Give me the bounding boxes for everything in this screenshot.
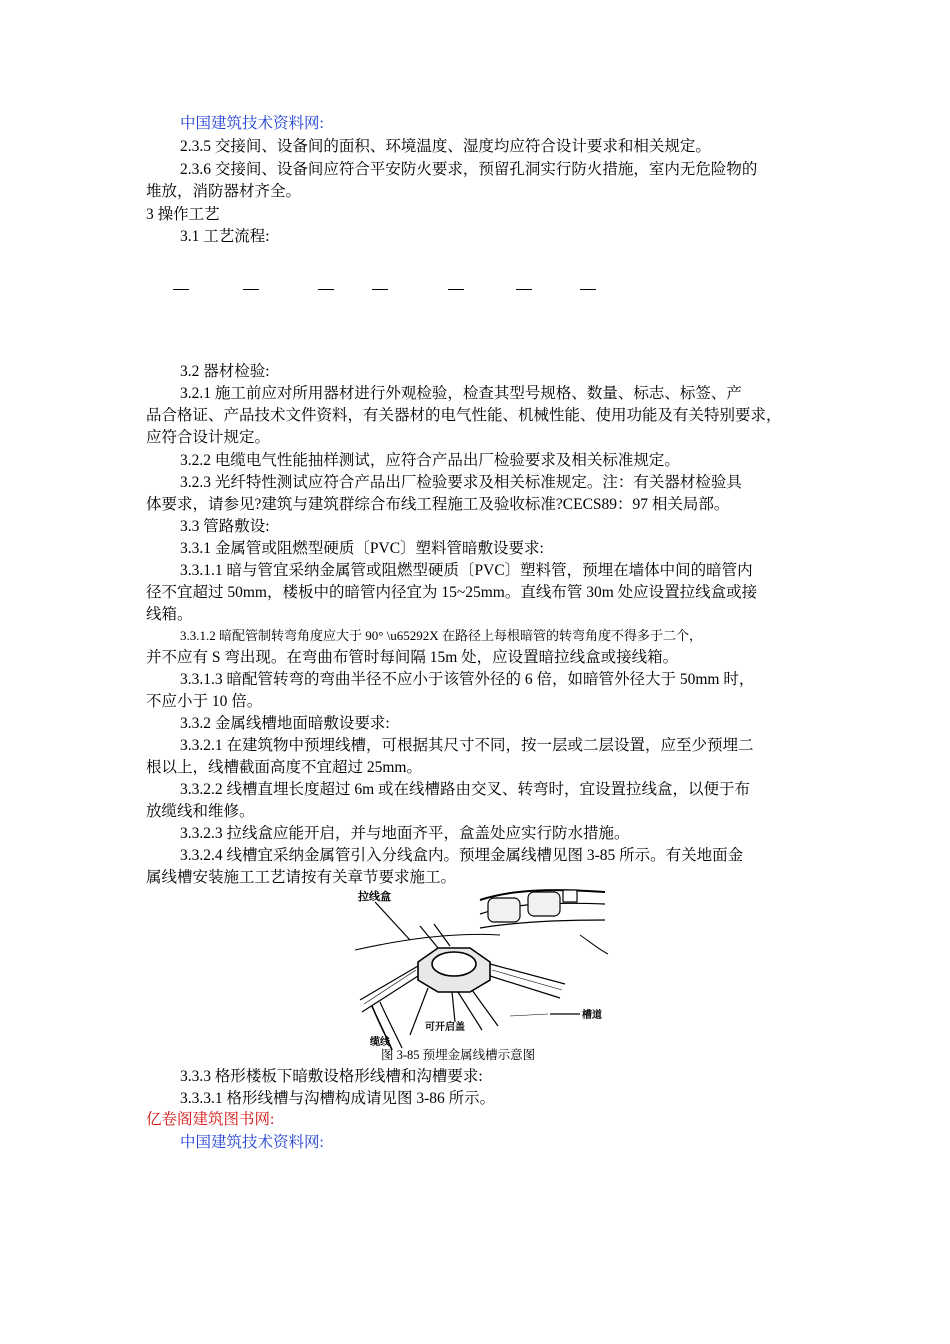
- para-3-3: 3.3 管路敷设:: [180, 518, 270, 535]
- para-3-2-1-cont2: 应符合设计规定。: [146, 429, 271, 446]
- para-3-3-2-2: 3.3.2.2 线槽直埋长度超过 6m 或在线槽路由交叉、转弯时，宜设置拉线盒，以便于布: [180, 781, 751, 798]
- para-3-3-1: 3.3.1 金属管或阻燃型硬质〔PVC〕塑料管暗敷设要求:: [180, 540, 544, 557]
- para-2-3-6: 2.3.6 交接间、设备间应符合平安防火要求，预留孔洞实行防火措施，室内无危险物的: [180, 161, 758, 178]
- para-3-3-2: 3.3.2 金属线槽地面暗敷设要求:: [180, 715, 390, 732]
- para-3-3-1-1: 3.3.1.1 暗与管宜采纳金属管或阻燃型硬质〔PVC〕塑料管，预埋在墙体中间的暗管内: [180, 562, 753, 579]
- para-3-3-1-1-cont2: 线箱。: [146, 606, 193, 623]
- header-link[interactable]: 中国建筑技术资料网:: [180, 115, 324, 132]
- para-3-2-1: 3.2.1 施工前应对所用器材进行外观检验，检查其型号规格、数量、标志、标签、产: [180, 385, 742, 402]
- label-cable: 缆线: [370, 1037, 390, 1048]
- para-3-3-1-2-cont: 并不应有 S 弯出现。在弯曲布管时每间隔 15m 处，应设置暗拉线盒或接线箱。: [146, 649, 679, 666]
- footer-red-link[interactable]: 亿卷阁建筑图书网:: [146, 1111, 275, 1128]
- flow-dash: [448, 289, 464, 290]
- label-pull-box: 拉线盒: [358, 890, 391, 903]
- para-3-3-1-2: 3.3.1.2 暗配管制转弯角度应大于 90° \u65292X 在路径上每根暗管的转弯角度不得多于二个，: [180, 628, 702, 643]
- para-3-2-3: 3.2.3 光纤特性测试应符合产品出厂检验要求及相关标准规定。注：有关器材检验具: [180, 474, 742, 491]
- flow-dash: [580, 289, 596, 290]
- para-3-3-2-4-cont: 属线槽安装施工工艺请按有关章节要求施工。: [146, 869, 457, 886]
- para-3-3-2-3: 3.3.2.3 拉线盒应能开启，并与地面齐平，盒盖处应实行防水措施。: [180, 825, 630, 842]
- section-3-heading: 3 操作工艺: [146, 206, 220, 223]
- para-3-3-2-1-cont: 根以上，线槽截面高度不宜超过 25mm。: [146, 759, 422, 776]
- para-2-3-6-cont: 堆放，消防器材齐全。: [146, 183, 302, 200]
- para-3-3-2-4: 3.3.2.4 线槽宜采纳金属管引入分线盒内。预埋金属线槽见图 3-85 所示。有关地面金: [180, 847, 744, 864]
- flow-dash: [173, 289, 189, 290]
- para-3-3-2-1: 3.3.2.1 在建筑物中预埋线槽，可根据其尺寸不同，按一层或二层设置，应至少预埋二: [180, 737, 754, 754]
- para-3-3-1-1-cont1: 径不宜超过 50mm，楼板中的暗管内径宜为 15~25mm。直线布管 30m 处应设置拉线盒或接: [146, 584, 758, 601]
- para-3-2-1-cont1: 品合格证、产品技术文件资料，有关器材的电气性能、机械性能、使用功能及有关特别要求，: [146, 407, 782, 424]
- para-3-3-3: 3.3.3 格形楼板下暗敷设格形线槽和沟槽要求:: [180, 1068, 483, 1085]
- para-3-3-1-3-cont: 不应小于 10 倍。: [146, 693, 263, 710]
- flow-dash: [516, 289, 532, 290]
- para-3-3-1-3: 3.3.1.3 暗配管转弯的弯曲半径不应小于该管外径的 6 倍，如暗管外径大于 50mm 时，: [180, 671, 755, 688]
- flow-dash: [243, 289, 259, 290]
- footer-link[interactable]: 中国建筑技术资料网:: [180, 1134, 324, 1151]
- trough-diagram: [350, 880, 610, 1052]
- figure-3-85: [350, 880, 610, 1052]
- para-3-3-2-2-cont: 放缆线和维修。: [146, 803, 255, 820]
- label-trough: 槽道: [582, 1010, 602, 1021]
- flow-dash: [372, 289, 388, 290]
- para-2-3-5: 2.3.5 交接间、设备间的面积、环境温度、湿度均应符合设计要求和相关规定。: [180, 138, 711, 155]
- para-3-1: 3.1 工艺流程:: [180, 228, 270, 245]
- flow-dash: [318, 289, 334, 290]
- figure-caption: 图 3-85 预埋金属线槽示意图: [381, 1048, 536, 1062]
- label-openable-cover: 可开启盖: [425, 1022, 465, 1033]
- para-3-2: 3.2 器材检验:: [180, 363, 270, 380]
- para-3-2-2: 3.2.2 电缆电气性能抽样测试，应符合产品出厂检验要求及相关标准规定。: [180, 452, 680, 469]
- para-3-2-3-cont: 体要求，请参见?建筑与建筑群综合布线工程施工及验收标准?CECS89：97 相关局部。: [146, 496, 730, 513]
- para-3-3-3-1: 3.3.3.1 格形线槽与沟槽构成请见图 3-86 所示。: [180, 1090, 496, 1107]
